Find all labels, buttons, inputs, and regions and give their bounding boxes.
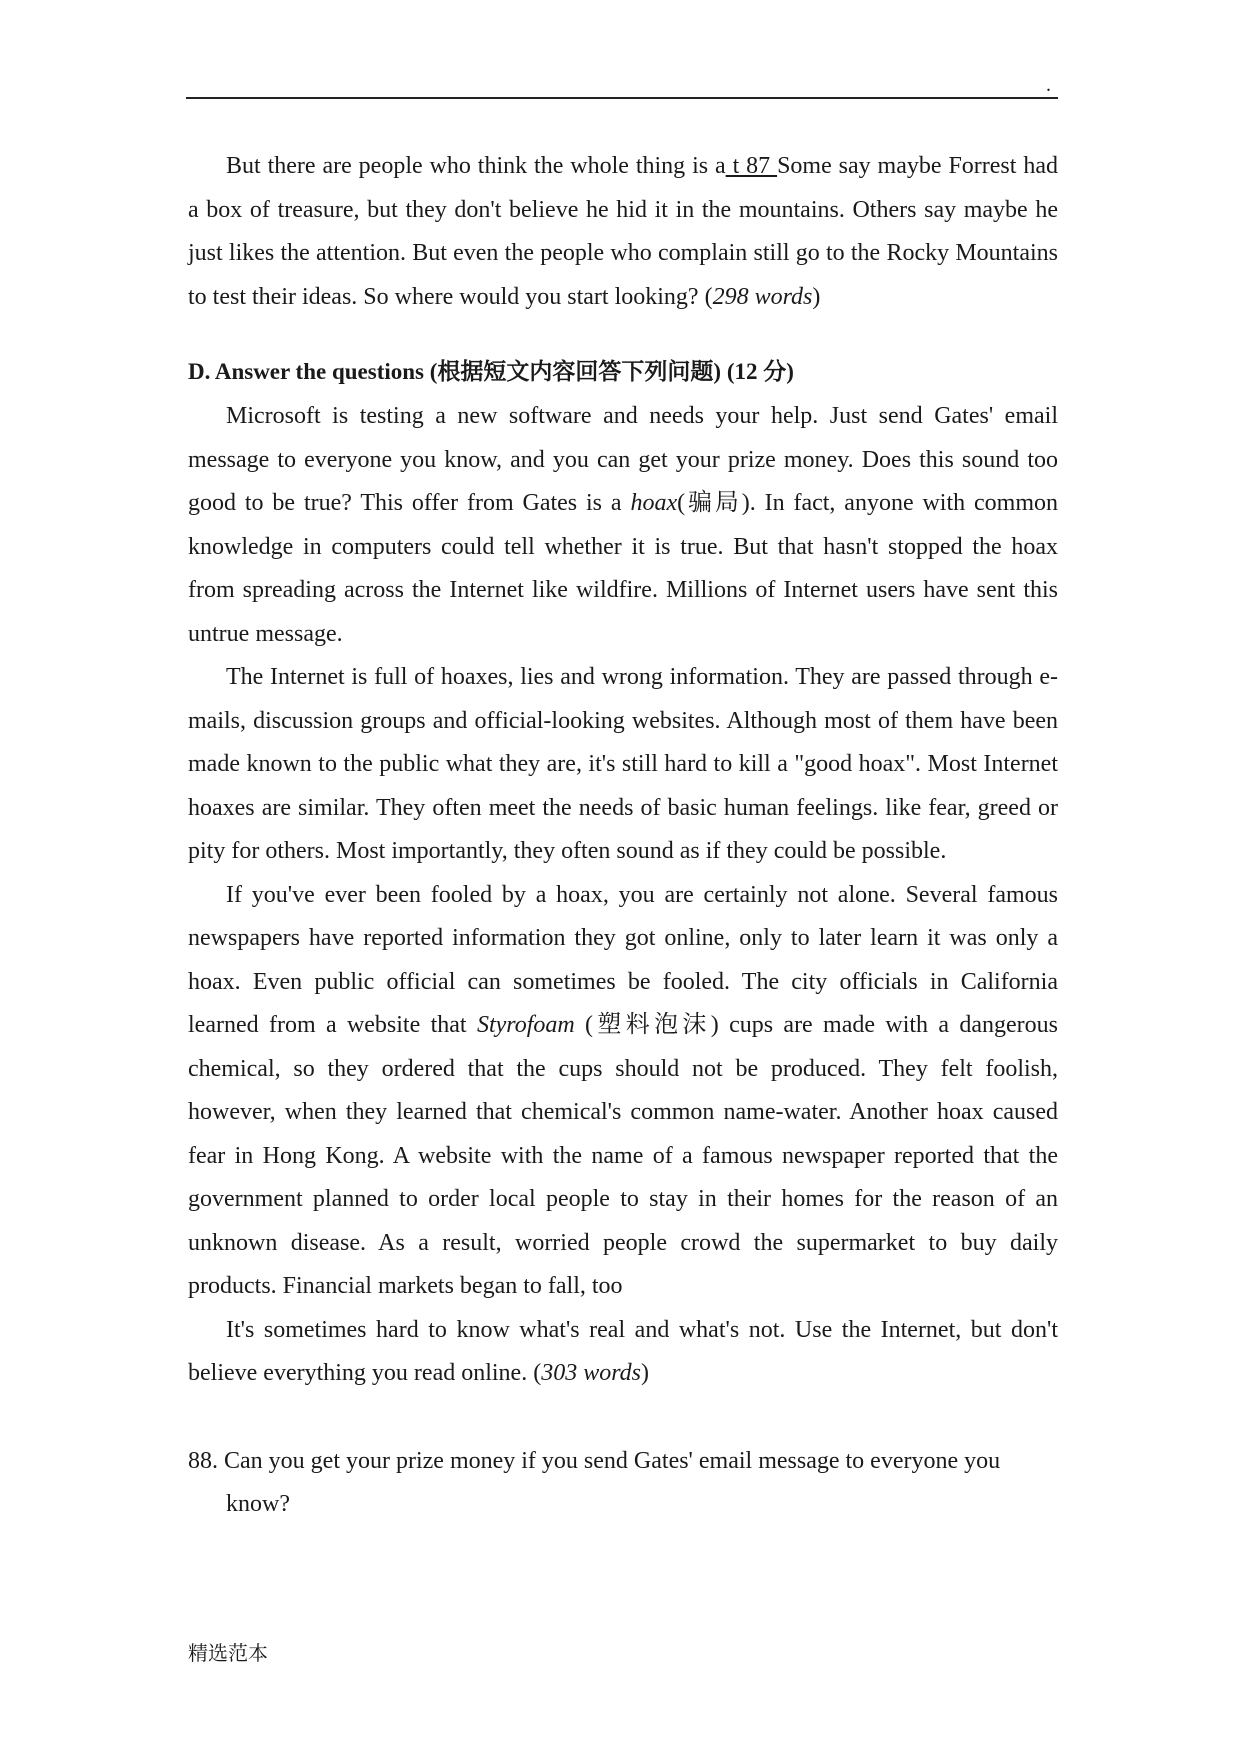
word-count-303: 303 words — [541, 1360, 641, 1386]
footer-text: 精选范本 — [188, 1641, 268, 1665]
section-d-heading: D. Answer the questions (根据短文内容回答下列问题) (12 分) — [188, 359, 794, 384]
word-count-298: 298 words — [712, 283, 813, 310]
term-styrofoam: Styrofoam — [476, 1012, 575, 1038]
term-hoax: hoax — [630, 490, 678, 516]
passage-d-paragraph-3 — [188, 874, 1058, 1309]
para1-close: ) — [812, 283, 821, 310]
passage-d-paragraph-2: The Internet is full of hoaxes, lies and wrong information. They are passed through e-mails, discussion groups and official-looking websites. Although most of them have been made known to the public what they are, it's still hard to kill a "good hoax". Most Internet hoaxes are similar. They often meet the needs of basic human feelings. like fear, greed or pity for others. Most importantly, they often sound as if they could be possible. — [188, 664, 1058, 864]
spacer — [188, 1396, 1058, 1440]
header-rule — [186, 97, 1058, 99]
para1-text-after: Some say maybe Forrest had a box of treasure, but they don't believe he hid it in the mountains. Others say maybe he just likes the attention. But even the people who complain still go to the Rocky Mountains to test their ideas. So where would you start looking? ( — [188, 153, 1059, 310]
passage-d-paragraph-4 — [188, 1309, 1058, 1396]
passage-d-paragraph-1 — [188, 395, 1058, 656]
para5-close: ) — [641, 1360, 649, 1386]
question-88: 88. Can you get your prize money if you send Gates' email message to everyone you know? — [188, 1447, 1001, 1517]
header-mark: . — [1046, 74, 1051, 96]
passage-c-closing-paragraph — [188, 145, 1058, 319]
para4-text-after: (塑料泡沫) cups are made with a dangerous chemical, so they ordered that the cups should not be produced. They felt foolish, however, when they learned that chemical's common name-water. Another hoax caused fear in Hong Kong. A website with the name of a famous newspaper reported that the government planned to order local people to stay in their homes for the reason of an unknown disease. As a result, worried people crowd the supermarket to buy daily products. Financial markets began to fall, too — [188, 1012, 1059, 1299]
page-content — [188, 145, 1058, 1527]
para1-text-before: But there are people who think the whole thing is a — [226, 153, 726, 179]
para2-text-after: (骗局). In fact, anyone with common knowledge in computers could tell whether it is true. But that hasn't stopped the hoax from spreading across the Internet like wildfire. Millions of Internet users have sent this untrue message. — [188, 490, 1059, 647]
para2-text-before: Microsoft is testing a new software and needs your help. Just send Gates' email message to everyone you know, and you can get your prize money. Does this sound too good to be true? This offer from Gates is a — [188, 403, 1058, 516]
para4-text-before: If you've ever been fooled by a hoax, you are certainly not alone. Several famous newspapers have reported information they got online, only to later learn it was only a hoax. Even public official can sometimes be fooled. The city officials in California learned from a website that — [188, 881, 1058, 1038]
para5-text-before: It's sometimes hard to know what's real and what's not. Use the Internet, but don't believe everything you read online. ( — [188, 1316, 1058, 1386]
blank-87: t 87 — [725, 153, 778, 179]
